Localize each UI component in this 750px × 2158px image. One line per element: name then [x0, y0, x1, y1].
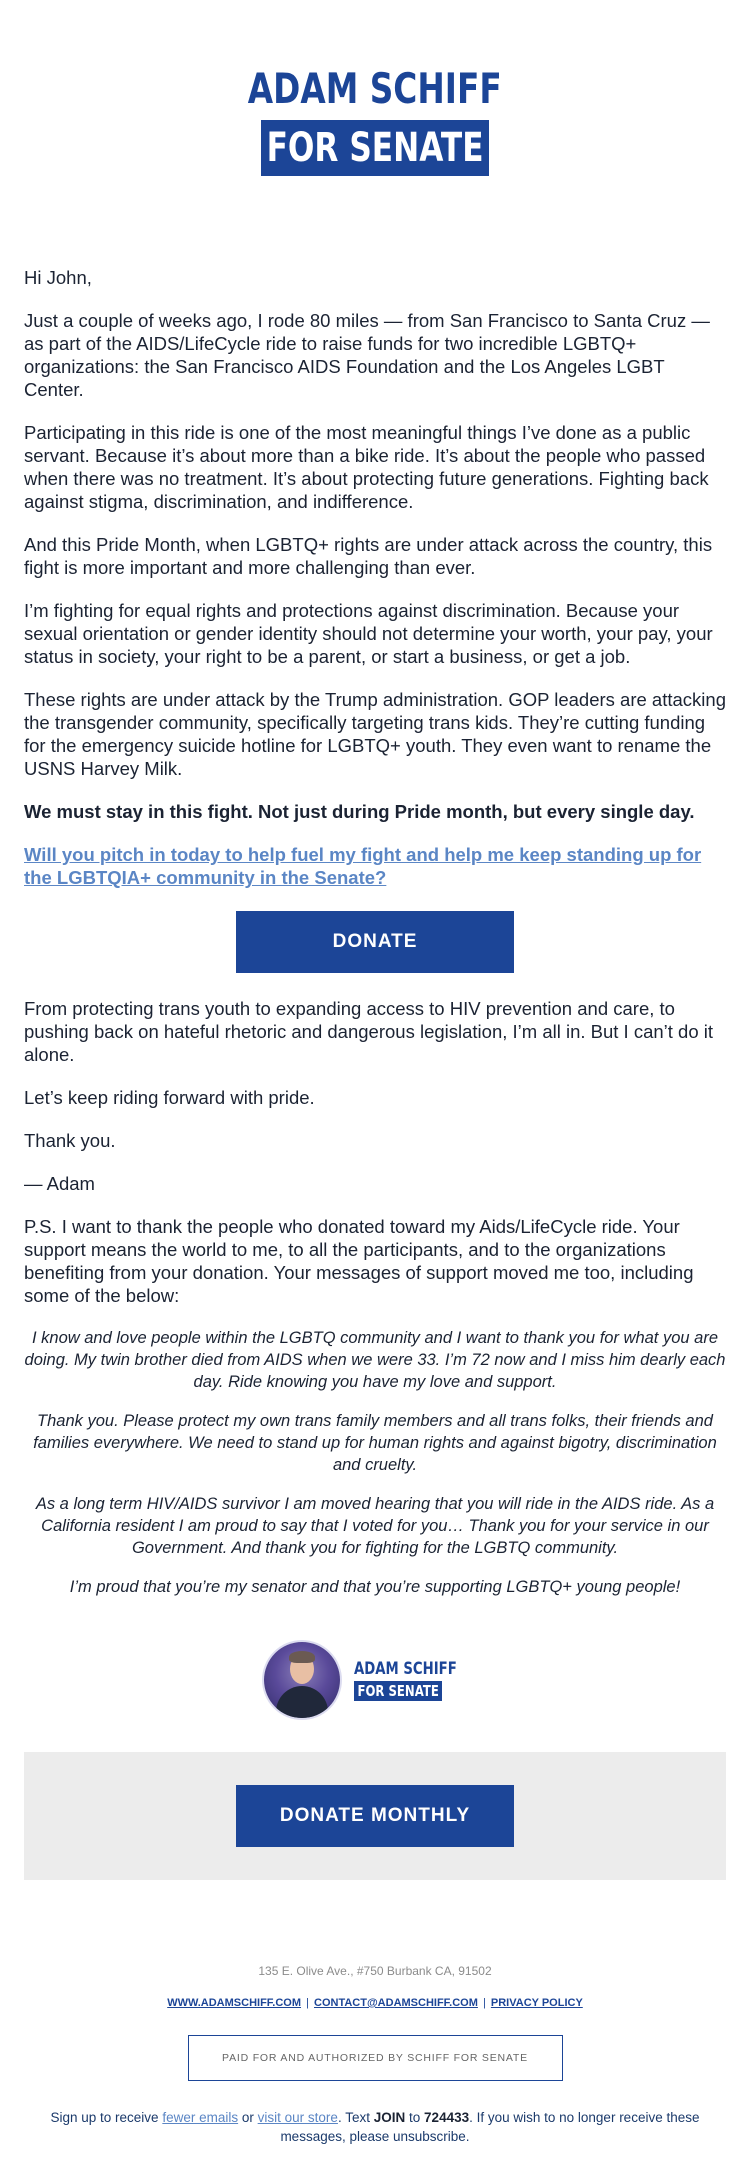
- donate-monthly-button[interactable]: DONATE MONTHLY: [236, 1785, 514, 1847]
- paragraph: I’m fighting for equal rights and protections against discrimination. Because your sexual orientation or gender identity should not determine your worth, your pay, your status in society, your right to be a parent, or start a business, or get a job.: [24, 600, 713, 667]
- footer-links: [24, 1997, 726, 2009]
- logo-name: ADAM SCHIFF: [248, 64, 502, 113]
- signup-suffix: . If you wish to no longer receive these messages, please unsubscribe.: [280, 2110, 700, 2144]
- donate-cta-link[interactable]: Will you pitch in today to help fuel my fight and help me keep standing up for the LGBTQIA+ community in the Senate?: [24, 844, 702, 888]
- supporter-quote: I know and love people within the LGBTQ community and I want to thank you for what you are doing. My twin brother died from AIDS when we were 33. I’m 72 now and I miss him dearly each day. Ride knowing you have my love and support.: [24, 1329, 726, 1391]
- signup-or: or: [241, 2110, 254, 2125]
- signature-logo: [354, 1659, 486, 1701]
- paragraph: Participating in this ride is one of the most meaningful things I’ve done as a public servant. Because it’s about more than a bike ride. It’s about the people who passed when there was no treatment. It’s about protecting future generations. Fighting back against stigma, discrimination, and indifference.: [24, 422, 709, 512]
- join-keyword: JOIN: [373, 2110, 406, 2125]
- paid-for-disclaimer: PAID FOR AND AUTHORIZED BY SCHIFF FOR SENATE: [188, 2035, 563, 2081]
- donate-monthly-panel: [24, 1752, 726, 1880]
- paragraph: These rights are under attack by the Trump administration. GOP leaders are attacking the transgender community, specifically targeting trans kids. They’re cutting funding for the emergency suicide hotline for LGBTQ+ youth. They even want to rename the USNS Harvey Milk.: [24, 689, 726, 779]
- signature-logo-name: ADAM SCHIFF: [354, 1659, 457, 1679]
- contact-link[interactable]: CONTACT@ADAMSCHIFF.COM: [314, 1997, 478, 2009]
- logo-for-senate: FOR SENATE: [266, 125, 484, 171]
- sms-shortcode: 724433: [424, 2110, 470, 2125]
- sign-off: — Adam: [24, 1173, 95, 1194]
- footer-address: 135 E. Olive Ave., #750 Burbank CA, 91502: [258, 1964, 492, 1978]
- signup-text: [24, 2108, 726, 2146]
- website-link[interactable]: WWW.ADAMSCHIFF.COM: [167, 1997, 302, 2009]
- supporter-quote: As a long term HIV/AIDS survivor I am moved hearing that you will ride in the AIDS ride. As a California resident I am proud to say that I voted for you… Thank you for your service in our Government. And thank you for fighting for the LGBTQ community.: [35, 1495, 715, 1557]
- supporter-quote: I’m proud that you’re my senator and that you’re supporting LGBTQ+ young people!: [69, 1578, 681, 1596]
- footer: [24, 1964, 726, 2146]
- visit-store-link[interactable]: visit our store: [257, 2110, 338, 2125]
- privacy-policy-link[interactable]: PRIVACY POLICY: [490, 1997, 583, 2009]
- greeting: Hi John,: [24, 267, 92, 288]
- signup-prefix: Sign up to receive: [50, 2110, 159, 2125]
- paragraph: Thank you.: [24, 1130, 116, 1151]
- fewer-emails-link[interactable]: fewer emails: [162, 2110, 239, 2125]
- header-logo: [24, 0, 726, 266]
- paragraph: And this Pride Month, when LGBTQ+ rights are under attack across the country, this fight is more important and more challenging than ever.: [24, 534, 713, 578]
- signup-to: to: [409, 2110, 421, 2125]
- paragraph: Just a couple of weeks ago, I rode 80 miles — from San Francisco to Santa Cruz — as part of the AIDS/LifeCycle ride to raise funds for two incredible LGBTQ+ organizations: the San Francisco AIDS Foundation and the Los Angeles LGBT Center.: [24, 310, 710, 400]
- paragraph: Let’s keep riding forward with pride.: [24, 1087, 315, 1108]
- signature-block: [24, 1642, 726, 1718]
- email-body: [24, 266, 726, 1598]
- bold-callout: We must stay in this fight. Not just during Pride month, but every single day.: [24, 801, 695, 822]
- postscript: P.S. I want to thank the people who donated toward my Aids/LifeCycle ride. Your support means the world to me, to all the participants, and to the organizations benefiting from your donation. Your messages of support moved me too, including some of the below:: [24, 1216, 694, 1306]
- donate-button[interactable]: DONATE: [236, 911, 514, 973]
- signature-logo-for-senate: FOR SENATE: [357, 1682, 439, 1700]
- signup-text-prefix: . Text: [337, 2110, 370, 2125]
- supporter-quotes: [24, 1327, 726, 1598]
- paragraph: From protecting trans youth to expanding access to HIV prevention and care, to pushing back on hateful rhetoric and dangerous legislation, I’m all in. But I can’t do it alone.: [24, 998, 714, 1065]
- avatar: [264, 1642, 340, 1718]
- supporter-quote: Thank you. Please protect my own trans family members and all trans folks, their friends and families everywhere. We need to stand up for human rights and against bigotry, discrimination and cruelty.: [33, 1412, 717, 1474]
- link-separator: |: [482, 1997, 486, 2009]
- link-separator: |: [306, 1997, 309, 2009]
- logo-for-senate-block: [261, 120, 489, 176]
